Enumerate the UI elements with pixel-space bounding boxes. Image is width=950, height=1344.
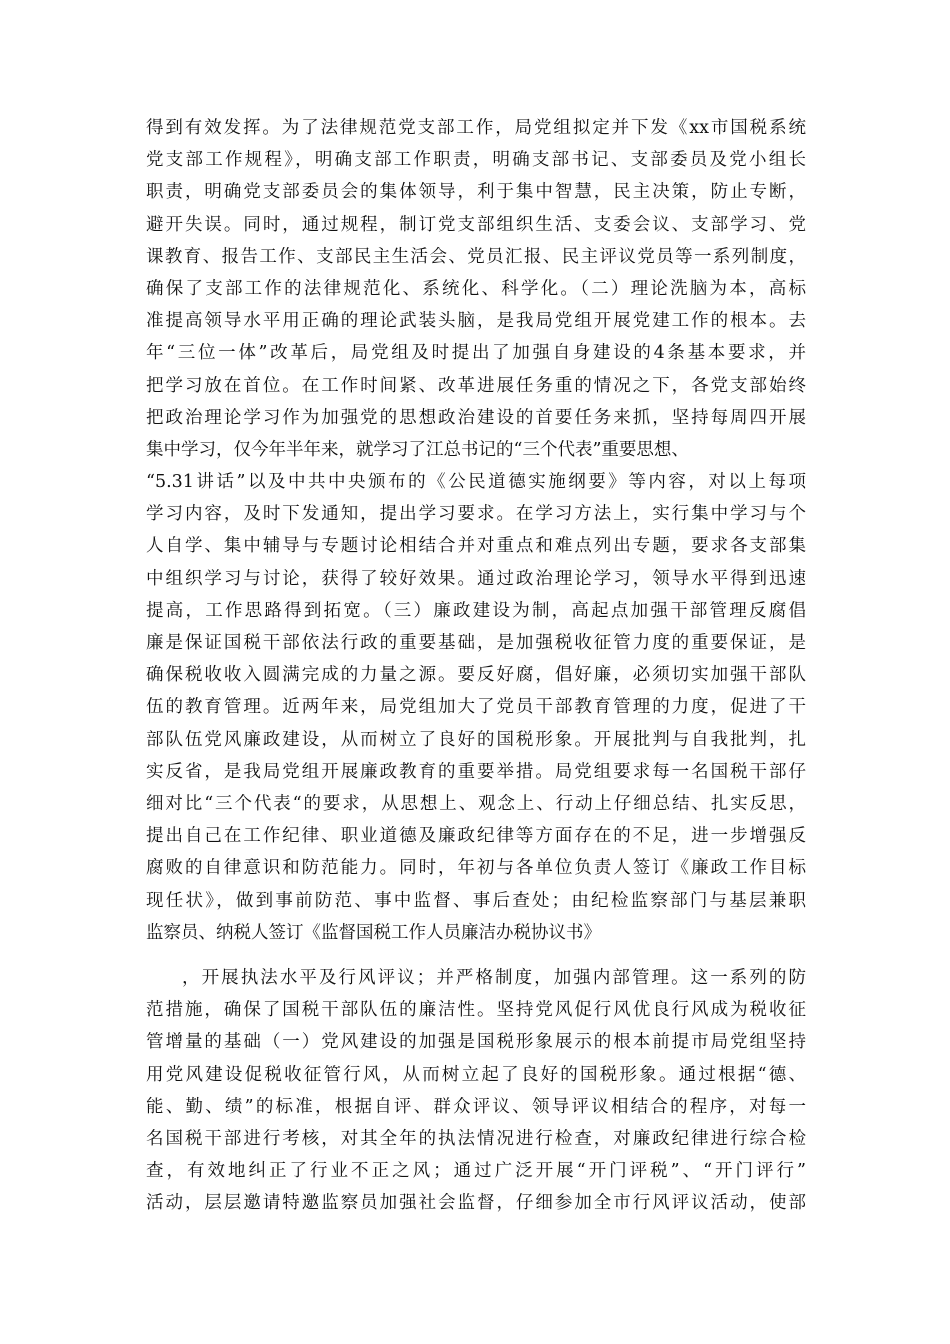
text-line: 伍的教育管理。近两年来，局党组加大了党员干部教育管理的力度，促进了干	[146, 697, 806, 718]
text-line: 名国税干部进行考核，对其全年的执法情况进行检查，对廉政纪律进行综合检	[146, 1128, 806, 1149]
text-line: 年“三位一体”改革后，局党组及时提出了加强自身建设的4条基本要求，并	[146, 343, 806, 364]
text-line: 职责，明确党支部委员会的集体领导，利于集中智慧，民主决策，防止专断，	[146, 182, 806, 203]
text-line: 部队伍党风廉政建设，从而树立了良好的国税形象。开展批判与自我批判，扎	[146, 729, 806, 750]
paragraph-2	[146, 962, 806, 1220]
text-line: 得到有效发挥。为了法律规范党支部工作，局党组拟定并下发《xx市国税系统	[146, 118, 806, 138]
text-line: ，开展执法水平及行风评议；并严格制度，加强内部管理。这一系列的防	[182, 968, 806, 988]
text-line: 课教育、报告工作、支部民主生活会、党员汇报、民主评议党员等一系列制度，	[146, 246, 806, 267]
text-line: 把政治理论学习作为加强党的思想政治建设的首要任务来抓，坚持每周四开展	[146, 407, 806, 428]
text-line: 现任状》，做到事前防范、事中监督、事后查处；由纪检监察部门与基层兼职	[146, 890, 806, 911]
paragraph-1	[146, 112, 806, 949]
text-line: “5.31讲话”以及中共中央颁布的《公民道德实施纲要》等内容，对以上每项	[146, 472, 806, 493]
text-line: 廉是保证国税干部依法行政的重要基础，是加强税收征管力度的重要保证，是	[146, 633, 806, 653]
text-line: 确保税收收入圆满完成的力量之源。要反好腐，倡好廉，必须切实加强干部队	[146, 665, 806, 686]
text-line: 活动，层层邀请特邀监察员加强社会监督，仔细参加全市行风评议活动，使部	[146, 1193, 806, 1214]
text-line: 把学习放在首位。在工作时间紧、改革进展任务重的情况之下，各党支部始终	[146, 375, 806, 396]
text-line: 腐败的自律意识和防范能力。同时，年初与各单位负责人签订《廉政工作目标	[146, 858, 806, 879]
text-line: 确保了支部工作的法律规范化、系统化、科学化。（二）理论洗脑为本，高标	[146, 278, 806, 299]
text-line: 查，有效地纠正了行业不正之风；通过广泛开展“开门评税”、“开门评行”	[146, 1161, 806, 1182]
text-line: 中组织学习与讨论，获得了较好效果。通过政治理论学习，领导水平得到迅速	[146, 568, 806, 589]
text-line: 学习内容，及时下发通知，提出学习要求。在学习方法上，实行集中学习与个	[146, 504, 806, 525]
text-line: 范措施，确保了国税干部队伍的廉洁性。坚持党风促行风优良行风成为税收征	[146, 1000, 806, 1021]
text-line: 提高，工作思路得到拓宽。（三）廉政建设为制，高起点加强干部管理反腐倡	[146, 600, 806, 621]
text-line: 提出自己在工作纪律、职业道德及廉政纪律等方面存在的不足，进一步增强反	[146, 826, 806, 847]
text-line: 管增量的基础（一）党风建设的加强是国税形象展示的根本前提市局党组坚持	[146, 1032, 806, 1053]
text-line: 细对比“三个代表“的要求，从思想上、观念上、行动上仔细总结、扎实反思，	[146, 793, 806, 814]
text-line: 准提高领导水平用正确的理论武装头脑，是我局党组开展党建工作的根本。去	[146, 311, 806, 332]
text-line: 党支部工作规程》，明确支部工作职责，明确支部书记、支部委员及党小组长	[146, 150, 806, 171]
text-line: 实反省，是我局党组开展廉政教育的重要举措。局党组要求每一名国税干部仔	[146, 761, 806, 782]
text-line: 人自学、集中辅导与专题讨论相结合并对重点和难点列出专题，要求各支部集	[146, 536, 806, 557]
text-line: 集中学习，仅今年半年来，就学习了江总书记的“三个代表”重要思想、	[146, 439, 689, 460]
text-line: 用党风建设促税收征管行风，从而树立起了良好的国税形象。通过根据“德、	[146, 1064, 806, 1085]
text-line: 能、勤、绩”的标准，根据自评、群众评议、领导评议相结合的程序，对每一	[146, 1096, 806, 1117]
text-line: 监察员、纳税人签订《监督国税工作人员廉洁办税协议书》	[146, 922, 601, 943]
text-line: 避开失误。同时，通过规程，制订党支部组织生活、支委会议、支部学习、党	[146, 214, 806, 235]
